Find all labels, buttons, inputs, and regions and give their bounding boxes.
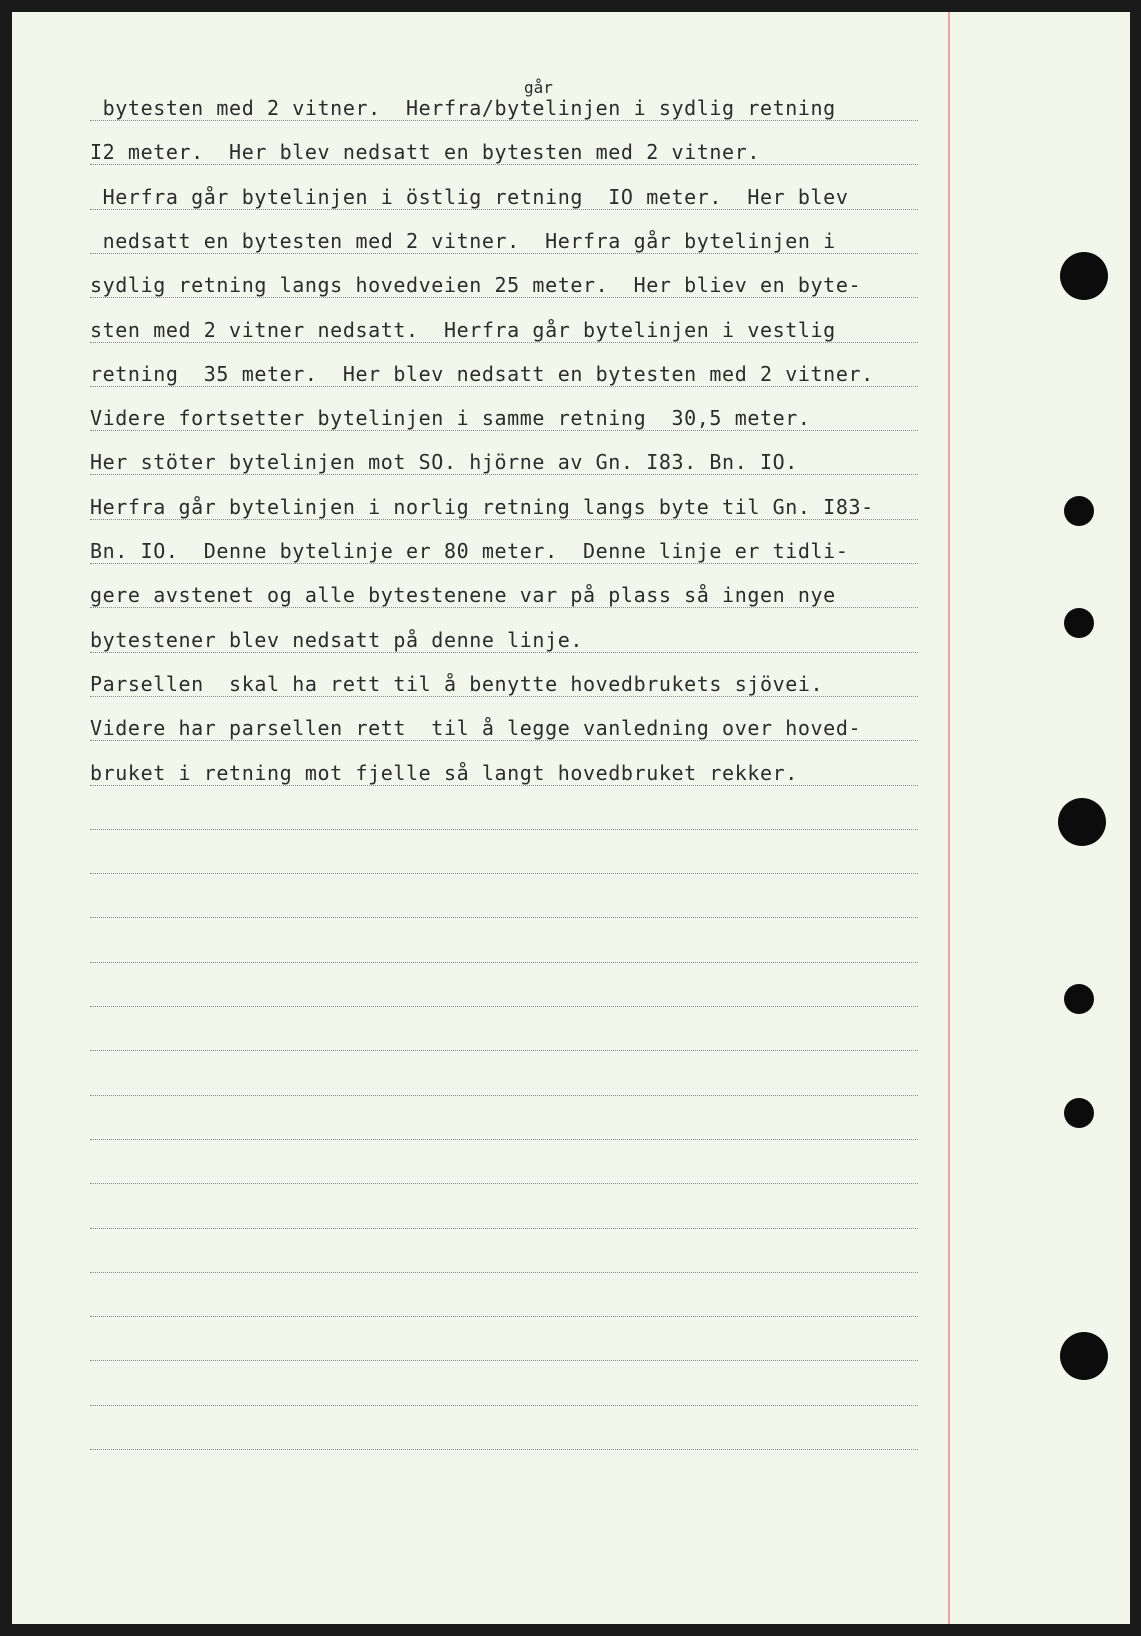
text-line: I2 meter. Her blev nedsatt en bytesten med 2 vitner. xyxy=(90,140,760,165)
ruled-line xyxy=(90,1316,918,1317)
ruled-line xyxy=(90,297,918,298)
punch-hole xyxy=(1064,496,1094,526)
ruled-line xyxy=(90,1360,918,1361)
ruled-line xyxy=(90,785,918,786)
punch-hole xyxy=(1064,608,1094,638)
ruled-line xyxy=(90,563,918,564)
ruled-line xyxy=(90,1228,918,1229)
text-line: bytesten med 2 vitner. Herfra/bytelinjen i sydlig retning xyxy=(90,96,836,120)
ruled-line xyxy=(90,740,918,741)
text-line: bruket i retning mot fjelle så langt hovedbruket rekker. xyxy=(90,760,798,785)
punch-hole xyxy=(1058,798,1106,846)
punch-hole xyxy=(1064,1098,1094,1128)
ruled-line xyxy=(90,962,918,963)
document-page xyxy=(12,12,1130,1624)
ruled-line xyxy=(90,1449,918,1450)
text-line: Herfra går bytelinjen i norlig retning langs byte til Gn. I83- xyxy=(90,494,874,519)
ruled-line xyxy=(90,253,918,254)
text-line: sydlig retning langs hovedveien 25 meter. Her bliev en byte- xyxy=(90,273,862,298)
ruled-line xyxy=(90,1272,918,1273)
inserted-word: går xyxy=(524,78,553,97)
ruled-line xyxy=(90,120,918,121)
text-line: retning 35 meter. Her blev nedsatt en bytesten med 2 vitner. xyxy=(90,361,874,386)
ruled-line xyxy=(90,430,918,431)
text-line: Videre har parsellen rett til å legge vanledning over hoved- xyxy=(90,716,862,741)
ruled-line xyxy=(90,873,918,874)
ruled-line xyxy=(90,474,918,475)
text-line: gere avstenet og alle bytestenene var på plass så ingen nye xyxy=(90,583,836,608)
ruled-line xyxy=(90,164,918,165)
ruled-line xyxy=(90,696,918,697)
text-line: Her stöter bytelinjen mot SO. hjörne av Gn. I83. Bn. IO. xyxy=(90,450,798,475)
ruled-line xyxy=(90,607,918,608)
ruled-line xyxy=(90,1183,918,1184)
ruled-line xyxy=(90,917,918,918)
ruled-line xyxy=(90,652,918,653)
ruled-line xyxy=(90,1405,918,1406)
text-line: Videre fortsetter bytelinjen i samme retning 30,5 meter. xyxy=(90,406,811,431)
punch-hole xyxy=(1060,252,1108,300)
ruled-line xyxy=(90,519,918,520)
ruled-line xyxy=(90,342,918,343)
text-line: sten med 2 vitner nedsatt. Herfra går bytelinjen i vestlig xyxy=(90,317,836,342)
punch-hole xyxy=(1064,984,1094,1014)
ruled-line xyxy=(90,1050,918,1051)
ruled-line xyxy=(90,829,918,830)
text-line: nedsatt en bytesten med 2 vitner. Herfra går bytelinjen i xyxy=(90,228,836,253)
text-line: Parsellen skal ha rett til å benytte hovedbrukets sjövei. xyxy=(90,671,824,696)
punch-hole xyxy=(1060,1332,1108,1380)
ruled-line xyxy=(90,1006,918,1007)
ruled-line xyxy=(90,386,918,387)
ruled-line xyxy=(90,1095,918,1096)
ruled-line xyxy=(90,209,918,210)
margin-rule xyxy=(948,12,950,1624)
text-line: bytestener blev nedsatt på denne linje. xyxy=(90,627,583,652)
ruled-line xyxy=(90,1139,918,1140)
text-line: Bn. IO. Denne bytelinje er 80 meter. Denne linje er tidli- xyxy=(90,539,849,563)
text-line: Herfra går bytelinjen i östlig retning IO meter. Her blev xyxy=(90,184,849,209)
